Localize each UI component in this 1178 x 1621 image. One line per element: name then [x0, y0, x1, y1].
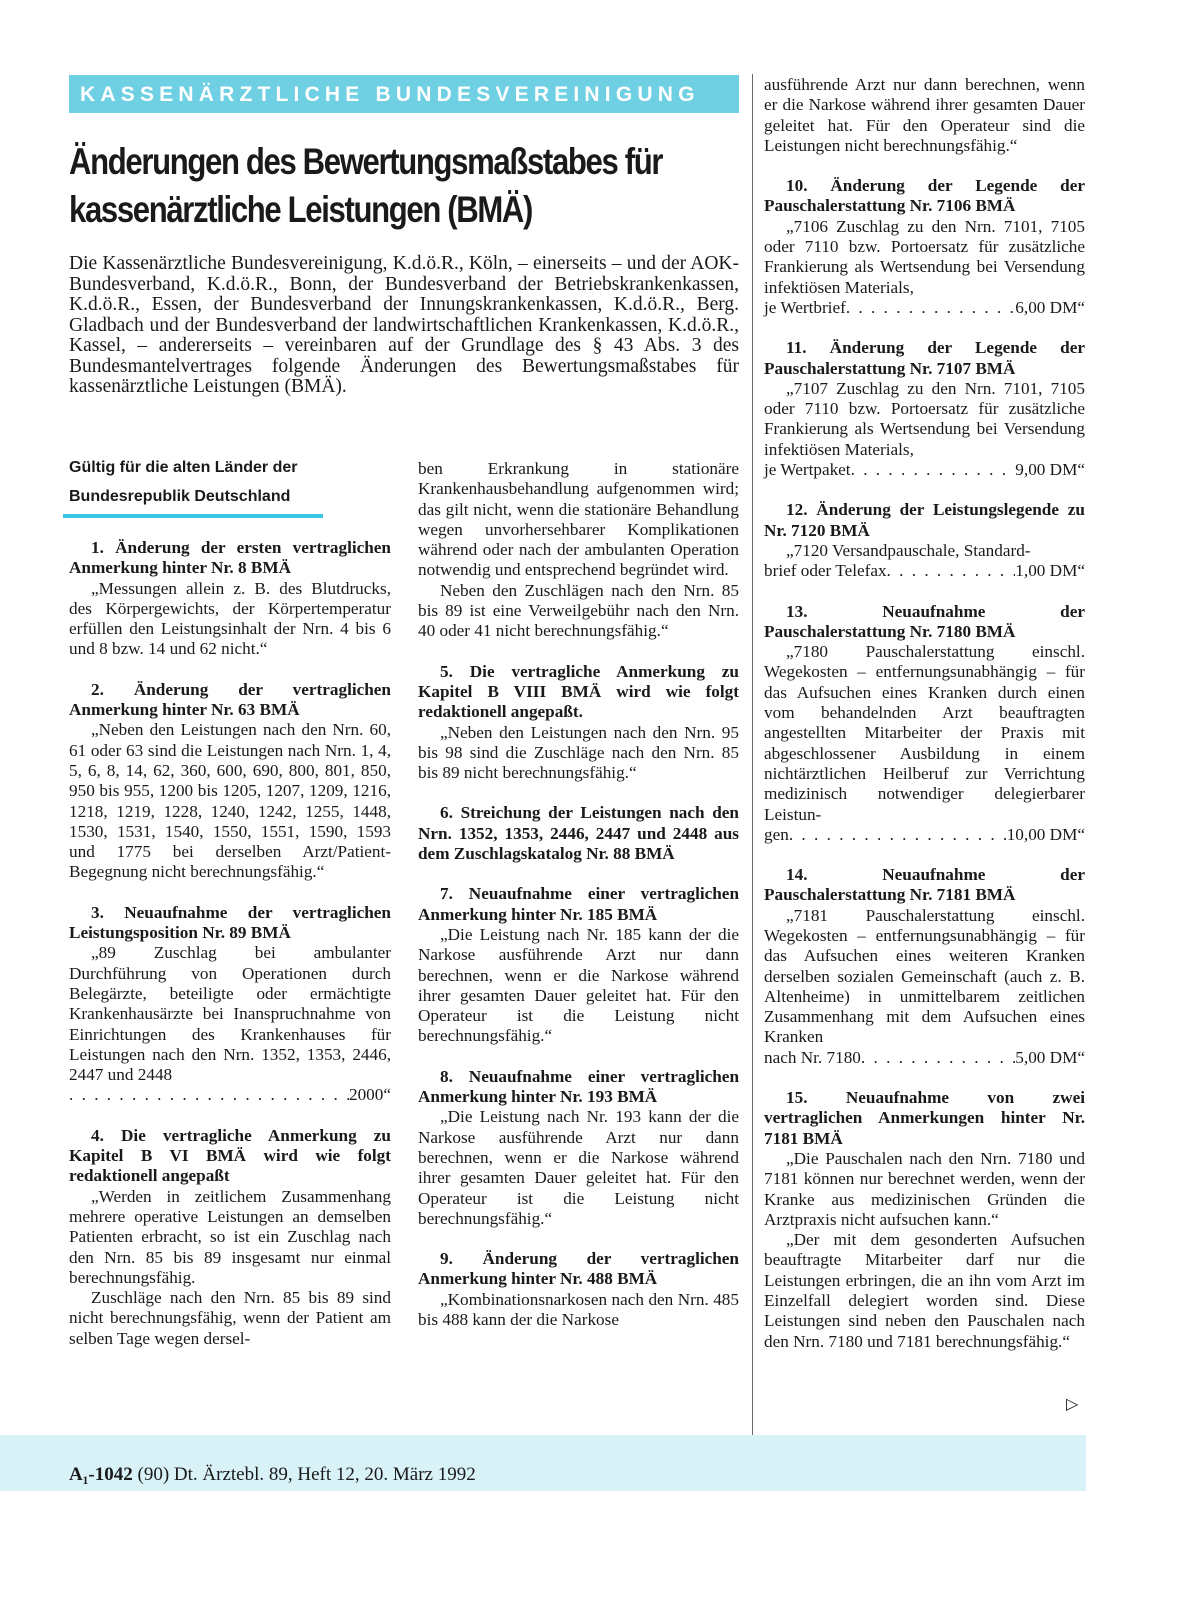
section-15-heading: 15. Neuaufnahme von zwei vertraglichen Anmerkungen hinter Nr. 7181 BMÄ	[764, 1088, 1085, 1148]
section-5-text: „Neben den Leistungen nach den Nrn. 95 bis 98 sind die Zuschläge nach den Nrn. 85 bis 89 nicht berechnungsfähig.“	[418, 722, 739, 783]
continue-arrow-icon: ▷	[1066, 1394, 1079, 1413]
article-title	[69, 138, 663, 234]
column-1	[69, 538, 391, 1349]
section-8-text: „Die Leistung nach Nr. 193 kann der die Narkose ausführende Arzt nur dann berechnen, wenn er die Narkose während ihrer gesamten Dauer geleitet hat. Für den Operateur ist die Leistung nicht berechnungsfähig.“	[418, 1107, 739, 1228]
section-11-lead: je Wertpaket	[764, 460, 851, 480]
section-10-value-line	[764, 298, 1085, 318]
subhead-underline	[63, 514, 323, 518]
page-number: A₁-1042	[69, 1464, 133, 1485]
section-14-heading: 14. Neuaufnahme der Pauschalerstattung Nr. 7181 BMÄ	[764, 865, 1085, 905]
section-1-heading: 1. Änderung der ersten vertraglichen Anmerkung hinter Nr. 8 BMÄ	[69, 538, 391, 578]
section-4-text-2: Zuschläge nach den Nrn. 85 bis 89 sind nicht berechnungsfähig, wenn der Patient am selben Tage wegen dersel-	[69, 1288, 391, 1348]
section-10-heading: 10. Änderung der Legende der Pauschalerstattung Nr. 7106 BMÄ	[764, 176, 1085, 216]
column-3	[764, 75, 1085, 1352]
section-11-value-line	[764, 460, 1085, 480]
section-7-heading: 7. Neuaufnahme einer vertraglichen Anmerkung hinter Nr. 185 BMÄ	[418, 884, 739, 924]
title-line-1: Änderungen des Bewertungsmaßstabes für	[69, 141, 663, 182]
section-14-value: 5,00 DM“	[1015, 1047, 1085, 1067]
section-13-value: 10,00 DM“	[1006, 824, 1085, 844]
section-13-value-line	[764, 825, 1085, 845]
column-divider	[752, 74, 753, 1452]
section-6-heading: 6. Streichung der Leistungen nach den Nrn. 1352, 1353, 2446, 2447 und 2448 aus dem Zuschlagskatalog Nr. 88 BMÄ	[418, 803, 739, 864]
section-13-text: „7180 Pauschalerstattung einschl. Wegekosten – entfernungsunabhängig – für das Aufsuchen eines Kranken durch einen vom behandelnden Arzt beauftragten angestellten Mitarbeiter der Praxis mit abgeschlossener Ausbildung in einem nichtärztlichen Heilberuf zur Verrichtung medizinisch notwendiger delegierbarer Leistun-	[764, 642, 1085, 824]
section-11-value: 9,00 DM“	[1015, 460, 1085, 480]
section-1-text: „Messungen allein z. B. des Blutdrucks, des Körpergewichts, der Körpertemperatur erfüllen den Leistungsinhalt der Nrn. 4 bis 6 und 8 bzw. 14 und 62 nicht.“	[69, 578, 391, 659]
section-14-text: „7181 Pauschalerstattung einschl. Wegekosten – entfernungsunabhängig – für das Aufsuchen eines weiteren Kranken derselben sozialen Gemeinschaft (auch z. B. Altenheime) in unmittelbarem zeitlichen Zusammenhang mit dem Aufsuchen eines Kranken	[764, 905, 1085, 1047]
section-13-heading: 13. Neuaufnahme der Pauschalerstattung Nr. 7180 BMÄ	[764, 601, 1085, 641]
section-2-heading: 2. Änderung der vertraglichen Anmerkung hinter Nr. 63 BMÄ	[69, 679, 391, 720]
section-12-value-line	[764, 561, 1085, 581]
section-4-text: „Werden in zeitlichem Zusammenhang mehrere operative Leistungen an demselben Patienten erbracht, so ist ein Zuschlag nach den Nrn. 85 bis 89 insgesamt nur einmal berechnungsfähig.	[69, 1186, 391, 1287]
section-3-value: 2000“	[348, 1085, 391, 1105]
section-2-text: „Neben den Leistungen nach den Nrn. 60, 61 oder 63 sind die Leistungen nach Nrn. 1, 4, 5, 6, 8, 14, 62, 360, 600, 690, 800, 801, 850, 950 bis 955, 1200 bis 1205, 1207, 1209, 1216, 1218, 1219, 1228, 1240, 1242, 1255, 1448, 1530, 1531, 1540, 1550, 1551, 1590, 1593 und 1775 bei derselben Arzt/Patient-Begegnung nicht berechnungsfähig.“	[69, 720, 391, 882]
section-11-heading: 11. Änderung der Legende der Pauschalerstattung Nr. 7107 BMÄ	[764, 338, 1085, 378]
subhead-line-1: Gültig für die alten Länder der	[69, 459, 298, 476]
section-12-heading: 12. Änderung der Leistungslegende zu Nr. 7120 BMÄ	[764, 500, 1085, 540]
section-7-text: „Die Leistung nach Nr. 185 kann der die Narkose ausführende Arzt nur dann berechnen, wenn er die Narkose während ihrer gesamten Dauer geleitet hat. Für den Operateur ist die Leistung nicht berechnungsfähig.“	[418, 924, 739, 1046]
section-4-continued: ben Erkrankung in stationäre Krankenhausbehandlung aufgenommen wird; das gilt nicht, wenn die stationäre Behandlung wegen unvorhersehbarer Komplikationen während oder nach der ambulanten Operation notwendig und entsprechend begründet wird.	[418, 459, 739, 580]
section-15-text-2: „Der mit dem gesonderten Aufsuchen beauftragte Mitarbeiter darf nur die Leistungen erbringen, die an ihn vom Arzt im Einzelfall delegiert worden sind. Diese Leistungen sind neben den Pauschalen nach den Nrn. 7180 und 7181 berechnungsfähig.“	[764, 1230, 1085, 1351]
section-13-lead: gen	[764, 824, 789, 844]
section-8-heading: 8. Neuaufnahme einer vertraglichen Anmerkung hinter Nr. 193 BMÄ	[418, 1066, 739, 1107]
section-9-text: „Kombinationsnarkosen nach den Nrn. 485 bis 488 kann der die Narkose	[418, 1289, 739, 1329]
section-3-text: „89 Zuschlag bei ambulanter Durchführung von Operationen durch Belegärzte, beteiligte oder ermächtigte Krankenhausärzte bei Inanspruchnahme von Einrichtungen des Krankenhauses für Leistungen nach den Nrn. 1352, 1353, 2446, 2447 und 2448	[69, 943, 391, 1085]
banner-title: KASSENÄRZTLICHE BUNDESVEREINIGUNG	[80, 83, 700, 106]
intro-paragraph: Die Kassenärztliche Bundesvereinigung, K.d.ö.R., Köln, – einerseits – und der AOK-Bundesverband, K.d.ö.R., Bonn, der Bundesverband der Betriebskrankenkassen, K.d.ö.R., Essen, der Bundesverband der Innungskrankenkassen, K.d.ö.R., Berg. Gladbach und der Bundesverband der landwirtschaftlichen Krankenkassen, K.d.ö.R., Kassel, – andererseits – vereinbaren auf der Grundlage des § 43 Abs. 3 des Bundesmantelvertrages folgende Änderungen des Bewertungsmaßstabes für kassenärztliche Leistungen (BMÄ).	[69, 253, 739, 397]
section-3-value-line	[69, 1085, 391, 1105]
section-5-heading: 5. Die vertragliche Anmerkung zu Kapitel B VIII BMÄ wird wie folgt redaktionell angepaßt.	[418, 661, 739, 722]
section-12-text: „7120 Versandpauschale, Standard-	[786, 540, 1031, 560]
title-line-2: kassenärztliche Leistungen (BMÄ)	[69, 189, 533, 230]
section-15-text: „Die Pauschalen nach den Nrn. 7180 und 7181 können nur berechnet werden, wenn der Kranke aus medizinischen Gründen die Arztpraxis nicht aufsuchen kann.“	[764, 1148, 1085, 1229]
section-14-lead: nach Nr. 7180	[764, 1047, 861, 1067]
section-9-heading: 9. Änderung der vertraglichen Anmerkung hinter Nr. 488 BMÄ	[418, 1249, 739, 1289]
page-footer	[69, 1464, 476, 1486]
journal-citation: (90) Dt. Ärztebl. 89, Heft 12, 20. März 1992	[137, 1464, 476, 1485]
section-4-continued-2: Neben den Zuschlägen nach den Nrn. 85 bis 89 ist eine Verweilgebühr nach den Nrn. 40 oder 41 nicht berechnungsfähig.“	[418, 580, 739, 641]
subhead-line-2: Bundesrepublik Deutschland	[69, 488, 291, 505]
section-11-text: „7107 Zuschlag zu den Nrn. 7101, 7105 oder 7110 bzw. Portoersatz für zusätzliche Frankierung als Wertsendung bei Versendung infektiösen Materials,	[764, 378, 1085, 459]
column-2	[418, 459, 739, 1330]
section-12-lead: brief oder Telefax	[764, 561, 887, 581]
section-12-value: 1,00 DM“	[1015, 561, 1085, 581]
section-10-text: „7106 Zuschlag zu den Nrn. 7101, 7105 oder 7110 bzw. Portoersatz für zusätzliche Frankierung als Wertsendung bei Versendung infektiösen Materials,	[764, 216, 1085, 297]
section-10-lead: je Wertbrief	[764, 297, 846, 317]
section-9-continued: ausführende Arzt nur dann berechnen, wenn er die Narkose während ihrer gesamten Dauer geleitet hat. Für den Operateur sind die Leistungen nicht berechnungsfähig.“	[764, 75, 1085, 155]
section-10-value: 6,00 DM“	[1015, 297, 1085, 317]
section-3-heading: 3. Neuaufnahme der vertraglichen Leistungsposition Nr. 89 BMÄ	[69, 902, 391, 943]
section-14-value-line	[764, 1048, 1085, 1068]
section-4-heading: 4. Die vertragliche Anmerkung zu Kapitel B VI BMÄ wird wie folgt redaktionell angepaßt	[69, 1125, 391, 1186]
